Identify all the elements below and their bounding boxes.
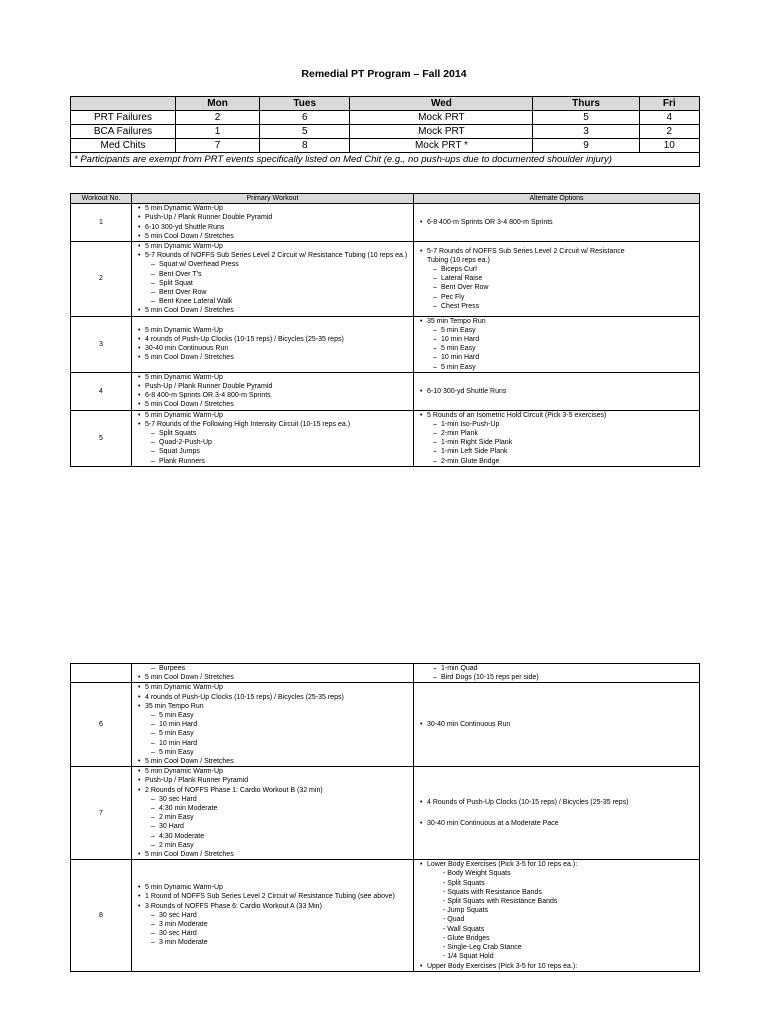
primary-workout-list xyxy=(135,767,410,859)
exercise-item: • 5-7 Rounds of the Following High Intensity Circuit (10-15 reps ea.) xyxy=(135,420,410,429)
alternate-workout-list xyxy=(417,720,696,729)
exercise-subitem: – Pec Fly xyxy=(417,293,696,302)
exercise-item: • 5 min Dynamic Warm-Up xyxy=(135,326,410,335)
primary-workout-cell xyxy=(132,372,414,410)
alternate-workout-cell xyxy=(414,316,700,372)
workout-number xyxy=(71,664,132,683)
exercise-item: • 5 min Dynamic Warm-Up xyxy=(135,411,410,420)
schedule-row xyxy=(71,125,700,139)
document-title: Remedial PT Program – Fall 2014 xyxy=(301,68,467,80)
workout-table xyxy=(70,193,700,467)
primary-workout-cell xyxy=(132,242,414,317)
workout-number: 2 xyxy=(71,242,132,317)
workout-table-body xyxy=(71,204,700,467)
exercise-item: • 6-8 400-m Sprints OR 3-4 800-m Sprints xyxy=(417,218,696,227)
exercise-subitem: – 5 min Easy xyxy=(417,363,696,372)
exercise-subitem: – 10 min Hard xyxy=(417,335,696,344)
alternate-workout-cell xyxy=(414,664,700,683)
primary-workout-list xyxy=(135,373,410,410)
alternate-workout-cell xyxy=(414,242,700,317)
exercise-subitem: – 10 min Hard xyxy=(135,739,410,748)
exercise-item: • 2 Rounds of NOFFS Phase 1: Cardio Workout B (32 min) xyxy=(135,786,410,795)
exercise-subitem: – 1-min Right Side Plank xyxy=(417,438,696,447)
alternate-workout-list xyxy=(417,664,696,682)
primary-workout-list xyxy=(135,664,410,682)
exercise-item: • 6-8 400-m Sprints OR 3-4 800-m Sprints xyxy=(135,391,410,400)
schedule-footnote: * Participants are exempt from PRT events specifically listed on Med Chit (e.g., no push-ups due to documented shoulder injury) xyxy=(71,153,700,167)
exercise-item: • 5 Rounds of an Isometric Hold Circuit (Pick 3-5 exercises) xyxy=(417,411,696,420)
exercise-subitem: - 1/4 Squat Hold xyxy=(443,953,494,961)
exercise-subitem: – 5 min Easy xyxy=(417,344,696,353)
primary-workout-cell xyxy=(132,204,414,242)
schedule-header-row xyxy=(71,97,700,111)
exercise-subitem: – 2 min Easy xyxy=(135,841,410,850)
schedule-row xyxy=(71,111,700,125)
exercise-subitem xyxy=(417,807,696,819)
alternate-workout-cell xyxy=(414,410,700,466)
exercise-subitem: – 10 min Hard xyxy=(135,720,410,729)
workout-table-body xyxy=(71,664,700,972)
workout-number: 7 xyxy=(71,767,132,860)
primary-workout-header: Primary Workout xyxy=(132,194,414,204)
schedule-header-cell: Fri xyxy=(639,97,699,111)
schedule-header-cell xyxy=(71,97,176,111)
exercise-subitem: – 5 min Easy xyxy=(135,729,410,738)
schedule-cell: 9 xyxy=(533,139,639,153)
exercise-item: • 5-7 Rounds of NOFFS Sub Series Level 2 Circuit w/ Resistance Tubing (10 reps ea.) xyxy=(135,251,410,260)
exercise-subitem: – Bent Over T's xyxy=(135,270,410,279)
exercise-item: • Upper Body Exercises (Pick 3-5 for 10 reps ea.): xyxy=(417,962,696,971)
primary-workout-list xyxy=(135,204,410,241)
schedule-cell: Mock PRT xyxy=(350,125,533,139)
workout-row xyxy=(71,767,700,860)
exercise-item: • 5-7 Rounds of NOFFS Sub Series Level 2 Circuit w/ Resistance xyxy=(417,247,696,256)
workout-row xyxy=(71,410,700,466)
schedule-cell: 6 xyxy=(260,111,350,125)
workout-row xyxy=(71,242,700,317)
schedule-note-row xyxy=(71,153,700,167)
exercise-subitem: – Lateral Raise xyxy=(417,274,696,283)
exercise-subitem: – Chest Press xyxy=(417,302,696,311)
exercise-subitem: - Squats with Resistance Bands xyxy=(443,888,542,896)
exercise-item: • 5 min Cool Down / Stretches xyxy=(135,232,410,241)
schedule-cell: Mock PRT * xyxy=(350,139,533,153)
schedule-cell: 2 xyxy=(176,111,260,125)
workout-header-row xyxy=(71,194,700,204)
workout-number: 1 xyxy=(71,204,132,242)
exercise-subitem: – 4:30 Moderate xyxy=(135,832,410,841)
exercise-subitem: – 5 min Easy xyxy=(135,711,410,720)
workout-number: 5 xyxy=(71,410,132,466)
alternate-workout-list xyxy=(417,860,696,970)
schedule-cell: 5 xyxy=(533,111,639,125)
exercise-item: • 5 min Dynamic Warm-Up xyxy=(135,883,410,892)
workout-number: 6 xyxy=(71,683,132,767)
exercise-subitem: – Squat Jumps xyxy=(135,447,410,456)
exercise-subitem: – 2 min Easy xyxy=(135,813,410,822)
exercise-subitem: – 30 Hard xyxy=(135,822,410,831)
exercise-subitem: - Single-Leg Crab Stance xyxy=(443,944,522,952)
schedule-cell: 5 xyxy=(260,125,350,139)
exercise-subitem: – 30 sec Hard xyxy=(135,911,410,920)
schedule-cell: 10 xyxy=(639,139,699,153)
primary-workout-cell xyxy=(132,410,414,466)
schedule-row-label: Med Chits xyxy=(71,139,176,153)
exercise-item: • 5 min Cool Down / Stretches xyxy=(135,757,410,766)
exercise-item: • 4 rounds of Push-Up Clocks (10-15 reps) / Bicycles (25-35 reps) xyxy=(135,335,410,344)
primary-workout-cell xyxy=(132,683,414,767)
exercise-subitem: - Quad xyxy=(443,916,465,924)
exercise-subitem: - Split Squats with Resistance Bands xyxy=(443,898,558,906)
exercise-subitem: Tubing (10 reps ea.) xyxy=(427,256,490,264)
exercise-item: • 5 min Cool Down / Stretches xyxy=(135,400,410,409)
exercise-item: • 5 min Dynamic Warm-Up xyxy=(135,373,410,382)
alternate-options-header: Alternate Options xyxy=(414,194,700,204)
exercise-subitem: – Squat w/ Overhead Press xyxy=(135,260,410,269)
exercise-subitem: – 10 min Hard xyxy=(417,353,696,362)
schedule-row xyxy=(71,139,700,153)
primary-workout-list xyxy=(135,683,410,766)
schedule-cell: 8 xyxy=(260,139,350,153)
exercise-item: • 5 min Dynamic Warm-Up xyxy=(135,683,410,692)
exercise-subitem: - Wall Squats xyxy=(443,925,485,933)
exercise-subitem: - Body Weight Squats xyxy=(443,870,511,878)
workout-row xyxy=(71,204,700,242)
workout-number: 4 xyxy=(71,372,132,410)
alternate-workout-cell xyxy=(414,860,700,971)
exercise-subitem: – 3 min Moderate xyxy=(135,920,410,929)
exercise-subitem: – 5 min Easy xyxy=(135,748,410,757)
schedule-cell: 1 xyxy=(176,125,260,139)
exercise-subitem: – 30 sec Hard xyxy=(135,929,410,938)
alternate-workout-list xyxy=(417,247,696,311)
exercise-item: • 4 Rounds of Push-Up Clocks (10-15 reps) / Bicycles (25-35 reps) xyxy=(417,798,696,807)
workout-row xyxy=(71,860,700,971)
exercise-item: • 5 min Cool Down / Stretches xyxy=(135,353,410,362)
primary-workout-list xyxy=(135,242,410,316)
exercise-item: • 3 Rounds of NOFFS Phase 6: Cardio Workout A (33 Min) xyxy=(135,902,410,911)
schedule-header-cell: Thurs xyxy=(533,97,639,111)
alternate-workout-cell xyxy=(414,204,700,242)
exercise-subitem: – 3 min Moderate xyxy=(135,938,410,947)
exercise-subitem: – Bent Over Row xyxy=(417,283,696,292)
exercise-subitem: – Biceps Curl xyxy=(417,265,696,274)
workout-number: 3 xyxy=(71,316,132,372)
schedule-row-label: BCA Failures xyxy=(71,125,176,139)
exercise-subitem: – Quad-2-Push-Up xyxy=(135,438,410,447)
exercise-subitem: – 4:30 min Moderate xyxy=(135,804,410,813)
exercise-item: • 5 min Dynamic Warm-Up xyxy=(135,767,410,776)
schedule-cell: 7 xyxy=(176,139,260,153)
exercise-item: • 5 min Dynamic Warm-Up xyxy=(135,204,410,213)
schedule-cell: 2 xyxy=(639,125,699,139)
schedule-header-cell: Mon xyxy=(176,97,260,111)
primary-workout-list xyxy=(135,326,410,363)
workout-row xyxy=(71,372,700,410)
exercise-item: • 5 min Dynamic Warm-Up xyxy=(135,242,410,251)
primary-workout-cell xyxy=(132,767,414,860)
exercise-item: • 1 Round of NOFFS Sub Series Level 2 Circuit w/ Resistance Tubing (see above) xyxy=(135,892,410,901)
primary-workout-cell xyxy=(132,316,414,372)
schedule-header-cell: Wed xyxy=(350,97,533,111)
alternate-workout-list xyxy=(417,411,696,466)
alternate-workout-list xyxy=(417,317,696,372)
exercise-item: • Push-Up / Plank Runner Double Pyramid xyxy=(135,213,410,222)
exercise-item: • 6-10 300-yd Shuttle Runs xyxy=(417,387,696,396)
exercise-item: • Push-Up / Plank Runner Double Pyramid xyxy=(135,382,410,391)
exercise-item: • 6-10 300-yd Shuttle Runs xyxy=(135,223,410,232)
alternate-workout-cell xyxy=(414,767,700,860)
schedule-table xyxy=(70,96,700,167)
primary-workout-cell xyxy=(132,664,414,683)
exercise-subitem: – Split Squat xyxy=(135,279,410,288)
alternate-workout-list xyxy=(417,218,696,227)
exercise-item: • Lower Body Exercises (Pick 3-5 for 10 reps ea.): xyxy=(417,860,696,869)
exercise-item: • 35 min Tempo Run xyxy=(135,702,410,711)
exercise-item: • 30-40 min Continuous Run xyxy=(135,344,410,353)
exercise-subitem: – 1-min Left Side Plank xyxy=(417,447,696,456)
workout-number: 8 xyxy=(71,860,132,971)
workout-row xyxy=(71,664,700,683)
exercise-item: • 5 min Cool Down / Stretches xyxy=(135,673,410,682)
exercise-item: • 5 min Cool Down / Stretches xyxy=(135,306,410,315)
schedule-cell: 3 xyxy=(533,125,639,139)
exercise-subitem: – Bent Over Row xyxy=(135,288,410,297)
exercise-subitem: – 1-min Quad xyxy=(417,664,696,673)
exercise-subitem: – 2-min Plank xyxy=(417,429,696,438)
alternate-workout-cell xyxy=(414,683,700,767)
primary-workout-cell xyxy=(132,860,414,971)
exercise-subitem: - Jump Squats xyxy=(443,907,489,915)
exercise-item: • 30-40 min Continuous Run xyxy=(417,720,696,729)
exercise-subitem: – 5 min Easy xyxy=(417,326,696,335)
schedule-cell: Mock PRT xyxy=(350,111,533,125)
exercise-item: • 4 rounds of Push-Up Clocks (10-15 reps) / Bicycles (25-35 reps) xyxy=(135,693,410,702)
alternate-workout-cell xyxy=(414,372,700,410)
exercise-subitem: – Burpees xyxy=(135,664,410,673)
exercise-subitem: - Glute Bridges xyxy=(443,934,490,942)
exercise-subitem: – 2-min Glute Bridge xyxy=(417,457,696,466)
exercise-item: • 30-40 min Continuous at a Moderate Pace xyxy=(417,819,696,828)
workout-number-header: Workout No. xyxy=(71,194,132,204)
workout-table-continued xyxy=(70,663,700,972)
workout-row xyxy=(71,316,700,372)
exercise-subitem: - Split Squats xyxy=(443,879,485,887)
schedule-row-label: PRT Failures xyxy=(71,111,176,125)
schedule-cell: 4 xyxy=(639,111,699,125)
exercise-item: • 5 min Cool Down / Stretches xyxy=(135,850,410,859)
schedule-header-cell: Tues xyxy=(260,97,350,111)
exercise-subitem: – 1-min Iso-Push-Up xyxy=(417,420,696,429)
exercise-subitem: – Split Squats xyxy=(135,429,410,438)
exercise-subitem: – Plank Runners xyxy=(135,457,410,466)
exercise-subitem: – Bird Dogs (10-15 reps per side) xyxy=(417,673,696,682)
exercise-subitem: – 30 sec Hard xyxy=(135,795,410,804)
exercise-item: • Push-Up / Plank Runner Pyramid xyxy=(135,776,410,785)
workout-row xyxy=(71,683,700,767)
alternate-workout-list xyxy=(417,798,696,828)
primary-workout-list xyxy=(135,411,410,466)
exercise-subitem: – Bent Knee Lateral Walk xyxy=(135,297,410,306)
alternate-workout-list xyxy=(417,387,696,396)
exercise-item: • 35 min Tempo Run xyxy=(417,317,696,326)
primary-workout-list xyxy=(135,883,410,947)
